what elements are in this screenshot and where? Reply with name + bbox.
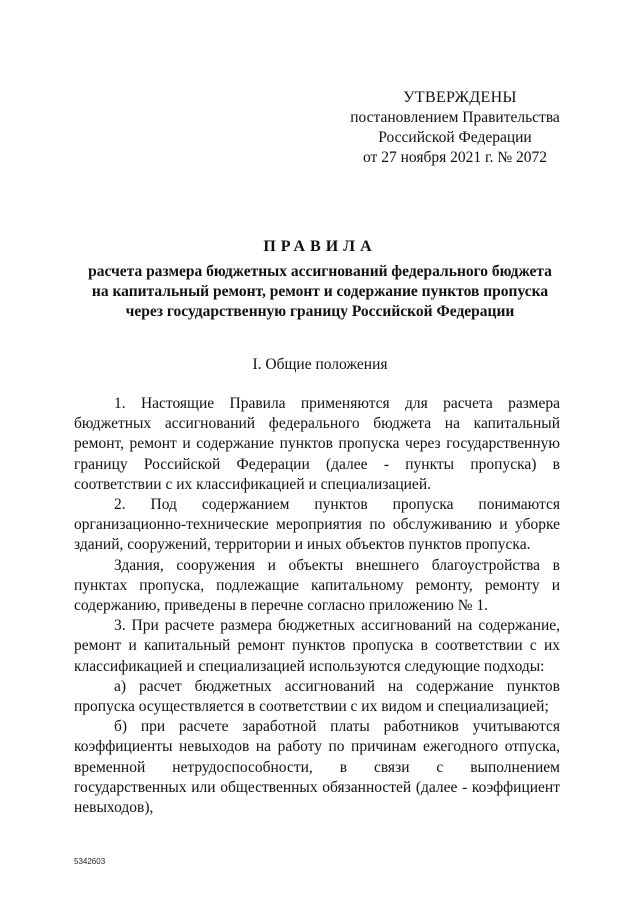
paragraph: б) при расчете заработной платы работников учитываются коэффициенты невыходов на работу по причинам ежегодного отпуска, временной нетрудоспособности, в связи с выполнением государственных или общественных обязанностей (далее - коэффициент невыходов),	[74, 718, 560, 817]
approval-block	[340, 88, 570, 168]
subtitle-line: расчета размера бюджетных ассигнований федерального бюджета	[88, 263, 552, 280]
approval-authority-country: Российской Федерации	[378, 129, 532, 146]
document-title: ПРАВИЛА	[263, 238, 377, 255]
document-code: 5342603	[74, 857, 106, 866]
approval-authority: постановлением Правительства	[350, 109, 560, 126]
paragraph: а) расчет бюджетных ассигнований на содержание пунктов пропуска осуществляется в соответствии с их видом и специализацией;	[74, 677, 560, 716]
subtitle-line: через государственную границу Российской Федерации	[125, 303, 515, 320]
approval-status: УТВЕРЖДЕНЫ	[403, 89, 517, 106]
paragraph: 3. При расчете размера бюджетных ассигнований на содержание, ремонт и капитальный ремонт пунктов пропуска в соответствии с их классификацией и специализацией используются следующие подходы:	[74, 617, 560, 675]
subtitle-line: на капитальный ремонт, ремонт и содержание пунктов пропуска	[91, 283, 549, 300]
paragraph: 1. Настоящие Правила применяются для расчета размера бюджетных ассигнований федерального бюджета на капитальный ремонт, ремонт и содержание пунктов пропуска через государственную границу Российской Федерации (далее - пункты пропуска) в соответствии с их классификацией и специализацией.	[74, 395, 560, 493]
body-text	[74, 394, 560, 818]
paragraph: Здания, сооружения и объекты внешнего благоустройства в пунктах пропуска, подлежащие капитальному ремонту, ремонту и содержанию, приведены в перечне согласно приложению № 1.	[74, 556, 560, 615]
document-subtitle	[60, 262, 580, 322]
approval-date-number: от 27 ноября 2021 г. № 2072	[363, 149, 547, 166]
section-heading: I. Общие положения	[252, 356, 388, 373]
paragraph: 2. Под содержанием пунктов пропуска понимаются организационно-технические мероприятия по обслуживанию и уборке зданий, сооружений, территории и иных объектов пунктов пропуска.	[74, 496, 560, 554]
